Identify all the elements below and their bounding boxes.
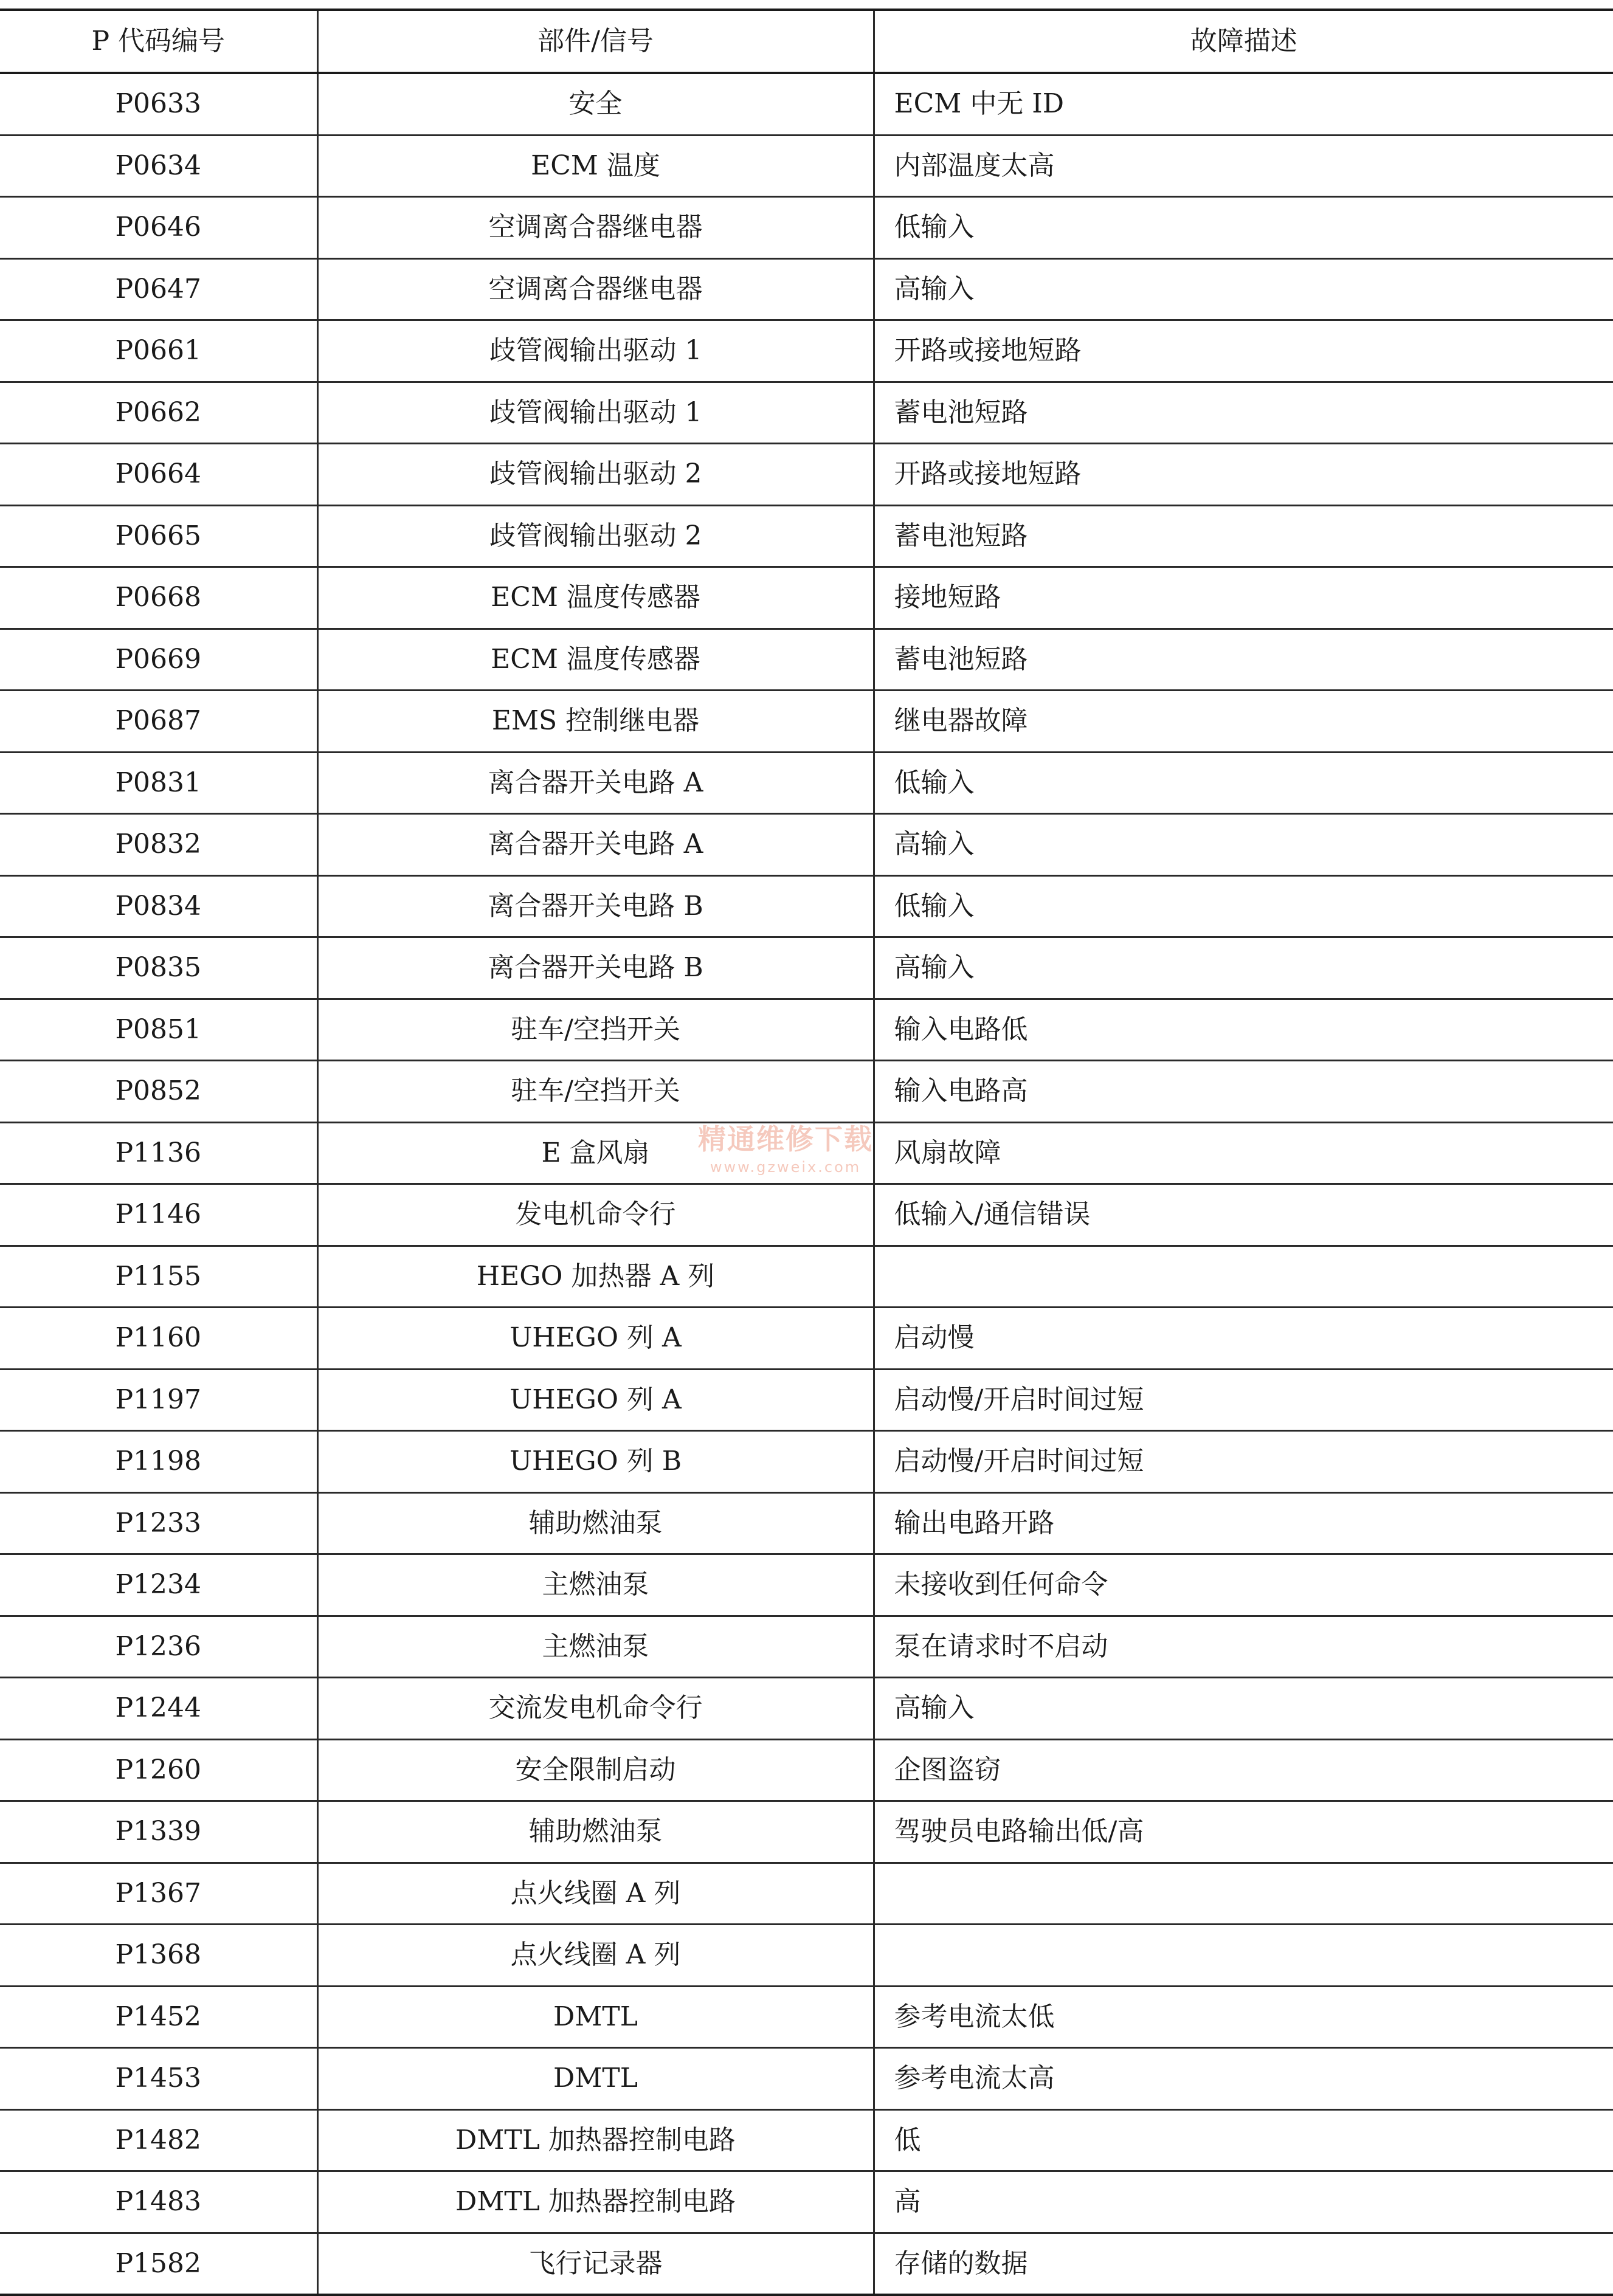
cell-code: P0661 [0, 320, 317, 382]
table-row [0, 1061, 1613, 1123]
table-row [0, 505, 1613, 567]
table-row [0, 1616, 1613, 1678]
cell-fault-description: 高输入 [874, 937, 1613, 999]
table-row [0, 1554, 1613, 1616]
table-row [0, 1246, 1613, 1308]
cell-part-signal: 点火线圈 A 列 [317, 1863, 874, 1925]
cell-part-signal: E 盒风扇 [317, 1122, 874, 1184]
cell-part-signal: 离合器开关电路 B [317, 875, 874, 937]
cell-part-signal: HEGO 加热器 A 列 [317, 1246, 874, 1308]
cell-code: P1339 [0, 1801, 317, 1863]
cell-part-signal: 安全限制启动 [317, 1739, 874, 1801]
table-row [0, 691, 1613, 753]
cell-fault-description [874, 1925, 1613, 1987]
cell-code: P0634 [0, 135, 317, 197]
cell-code: P1234 [0, 1554, 317, 1616]
table-body [0, 73, 1613, 2295]
cell-part-signal: 安全 [317, 73, 874, 135]
cell-fault-description: 输出电路开路 [874, 1492, 1613, 1554]
table-row [0, 1369, 1613, 1431]
header-fault-description: 故障描述 [874, 10, 1613, 73]
cell-fault-description: 驾驶员电路输出低/高 [874, 1801, 1613, 1863]
cell-fault-description: 泵在请求时不启动 [874, 1616, 1613, 1678]
table-row [0, 1801, 1613, 1863]
cell-code: P0834 [0, 875, 317, 937]
cell-code: P1368 [0, 1925, 317, 1987]
table-row [0, 814, 1613, 876]
cell-code: P0832 [0, 814, 317, 876]
cell-fault-description: 低输入 [874, 197, 1613, 259]
table-row [0, 1431, 1613, 1493]
cell-part-signal: UHEGO 列 A [317, 1369, 874, 1431]
cell-code: P1155 [0, 1246, 317, 1308]
cell-code: P0647 [0, 258, 317, 320]
cell-part-signal: DMTL 加热器控制电路 [317, 2171, 874, 2233]
cell-part-signal: DMTL [317, 2048, 874, 2110]
cell-fault-description: 开路或接地短路 [874, 444, 1613, 506]
cell-part-signal: 交流发电机命令行 [317, 1678, 874, 1740]
cell-part-signal: 歧管阀输出驱动 2 [317, 505, 874, 567]
cell-part-signal: UHEGO 列 B [317, 1431, 874, 1493]
cell-part-signal: 离合器开关电路 A [317, 752, 874, 814]
cell-fault-description: 蓄电池短路 [874, 629, 1613, 691]
cell-code: P1452 [0, 1986, 317, 2048]
cell-code: P0835 [0, 937, 317, 999]
cell-code: P1136 [0, 1122, 317, 1184]
cell-fault-description: 启动慢/开启时间过短 [874, 1431, 1613, 1493]
cell-part-signal: 歧管阀输出驱动 1 [317, 382, 874, 444]
table-row [0, 444, 1613, 506]
table-row [0, 2048, 1613, 2110]
table-row [0, 382, 1613, 444]
header-code: P 代码编号 [0, 10, 317, 73]
table-row [0, 2109, 1613, 2171]
cell-code: P1453 [0, 2048, 317, 2110]
cell-code: P0665 [0, 505, 317, 567]
cell-code: P1197 [0, 1369, 317, 1431]
cell-code: P1260 [0, 1739, 317, 1801]
cell-fault-description [874, 1863, 1613, 1925]
cell-fault-description: 输入电路低 [874, 999, 1613, 1061]
cell-part-signal: ECM 温度传感器 [317, 567, 874, 629]
cell-part-signal: 离合器开关电路 A [317, 814, 874, 876]
cell-part-signal: DMTL [317, 1986, 874, 2048]
table-row [0, 1308, 1613, 1370]
table-row [0, 135, 1613, 197]
cell-part-signal: 驻车/空挡开关 [317, 1061, 874, 1123]
cell-part-signal: 歧管阀输出驱动 2 [317, 444, 874, 506]
cell-fault-description: 输入电路高 [874, 1061, 1613, 1123]
cell-fault-description: 接地短路 [874, 567, 1613, 629]
table-row [0, 320, 1613, 382]
cell-fault-description: 未接收到任何命令 [874, 1554, 1613, 1616]
cell-fault-description [874, 1246, 1613, 1308]
cell-code: P0633 [0, 73, 317, 135]
table-row [0, 197, 1613, 259]
cell-fault-description: 高输入 [874, 1678, 1613, 1740]
cell-part-signal: UHEGO 列 A [317, 1308, 874, 1370]
cell-part-signal: ECM 温度传感器 [317, 629, 874, 691]
header-row [0, 10, 1613, 73]
cell-fault-description: 开路或接地短路 [874, 320, 1613, 382]
cell-code: P1482 [0, 2109, 317, 2171]
cell-fault-description: 蓄电池短路 [874, 505, 1613, 567]
cell-code: P0669 [0, 629, 317, 691]
table-row [0, 937, 1613, 999]
cell-part-signal: 空调离合器继电器 [317, 197, 874, 259]
cell-code: P0668 [0, 567, 317, 629]
table-row [0, 1492, 1613, 1554]
cell-fault-description: 企图盗窃 [874, 1739, 1613, 1801]
cell-code: P1236 [0, 1616, 317, 1678]
cell-code: P0664 [0, 444, 317, 506]
cell-part-signal: 空调离合器继电器 [317, 258, 874, 320]
table-row [0, 1925, 1613, 1987]
table-row [0, 629, 1613, 691]
cell-fault-description: 蓄电池短路 [874, 382, 1613, 444]
table-row [0, 999, 1613, 1061]
cell-code: P1233 [0, 1492, 317, 1554]
table-row [0, 752, 1613, 814]
table-row [0, 1678, 1613, 1740]
cell-part-signal: DMTL 加热器控制电路 [317, 2109, 874, 2171]
table-row [0, 1739, 1613, 1801]
cell-code: P1483 [0, 2171, 317, 2233]
table-row [0, 567, 1613, 629]
cell-code: P0687 [0, 691, 317, 753]
cell-code: P1198 [0, 1431, 317, 1493]
cell-fault-description: 启动慢 [874, 1308, 1613, 1370]
cell-fault-description: 高输入 [874, 258, 1613, 320]
cell-part-signal: 辅助燃油泵 [317, 1492, 874, 1554]
cell-code: P1160 [0, 1308, 317, 1370]
watermark-text: 精通维修下载 [698, 1123, 873, 1156]
cell-fault-description: 参考电流太高 [874, 2048, 1613, 2110]
cell-code: P1244 [0, 1678, 317, 1740]
header-part-signal: 部件/信号 [317, 10, 874, 73]
table-row [0, 1122, 1613, 1184]
cell-code: P0646 [0, 197, 317, 259]
cell-code: P0852 [0, 1061, 317, 1123]
cell-part-signal: EMS 控制继电器 [317, 691, 874, 753]
cell-code: P1582 [0, 2233, 317, 2295]
cell-part-signal: ECM 温度 [317, 135, 874, 197]
cell-fault-description: 存储的数据 [874, 2233, 1613, 2295]
cell-code: P1367 [0, 1863, 317, 1925]
watermark-url: www.gzweix.com [710, 1159, 862, 1176]
cell-fault-description: 低 [874, 2109, 1613, 2171]
cell-fault-description: 继电器故障 [874, 691, 1613, 753]
cell-fault-description: 参考电流太低 [874, 1986, 1613, 2048]
cell-fault-description: 低输入 [874, 875, 1613, 937]
cell-part-signal: 飞行记录器 [317, 2233, 874, 2295]
cell-code: P1146 [0, 1184, 317, 1246]
cell-part-signal: 主燃油泵 [317, 1616, 874, 1678]
table-row [0, 1986, 1613, 2048]
dtc-table [0, 9, 1613, 2296]
cell-fault-description: 低输入 [874, 752, 1613, 814]
cell-code: P0831 [0, 752, 317, 814]
table-row [0, 1863, 1613, 1925]
cell-fault-description: 低输入/通信错误 [874, 1184, 1613, 1246]
cell-fault-description: 内部温度太高 [874, 135, 1613, 197]
cell-code: P0662 [0, 382, 317, 444]
cell-part-signal: 离合器开关电路 B [317, 937, 874, 999]
table-header [0, 10, 1613, 73]
cell-part-signal: 歧管阀输出驱动 1 [317, 320, 874, 382]
table-row [0, 258, 1613, 320]
table-row [0, 1184, 1613, 1246]
cell-fault-description: 高输入 [874, 814, 1613, 876]
cell-code: P0851 [0, 999, 317, 1061]
cell-fault-description: 启动慢/开启时间过短 [874, 1369, 1613, 1431]
cell-fault-description: 风扇故障 [874, 1122, 1613, 1184]
table-row [0, 73, 1613, 135]
cell-part-signal: 主燃油泵 [317, 1554, 874, 1616]
table-row [0, 875, 1613, 937]
cell-part-signal: 驻车/空挡开关 [317, 999, 874, 1061]
cell-fault-description: ECM 中无 ID [874, 73, 1613, 135]
cell-part-signal: 发电机命令行 [317, 1184, 874, 1246]
cell-part-signal: 辅助燃油泵 [317, 1801, 874, 1863]
cell-fault-description: 高 [874, 2171, 1613, 2233]
table-row [0, 2171, 1613, 2233]
cell-part-signal: 点火线圈 A 列 [317, 1925, 874, 1987]
